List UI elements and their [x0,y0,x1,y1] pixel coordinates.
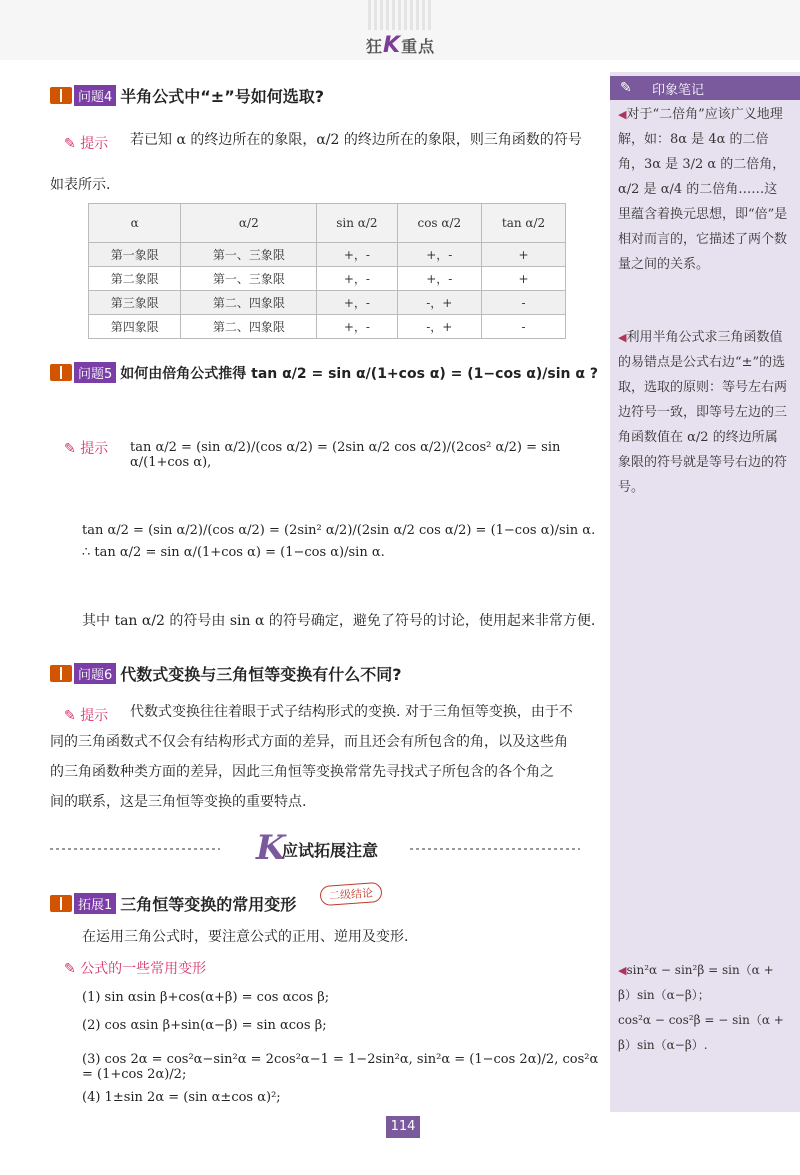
q6-hint-line3: 的三角函数种类方面的差异，因此三角恒等变换常常先寻找式子所包含的各个角之 [50,764,554,780]
formula-4: (4) 1±sin 2α = (sin α±cos α)²; [82,1090,281,1105]
table-cell: 第一、三象限 [181,243,317,267]
table-cell: +，- [317,243,397,267]
table-header-cell: cos α/2 [397,204,482,243]
table-cell: 第四象限 [89,315,181,339]
table-row [89,315,566,339]
table-cell: +，- [317,267,397,291]
header-decoration [368,0,434,30]
q5-hint-label: ✎ 提示 [64,441,109,457]
table-cell: - [482,291,566,315]
q4-hint-line2: 如表所示. [50,177,111,193]
question-5-title: 问题5 如何由倍角公式推得 tan α/2 = sin α/(1+cos α) = (1−cos α)/sin α ? [50,362,598,383]
formula-2: (2) cos αsin β+sin(α−β) = sin αcos β; [82,1018,327,1033]
table-cell: 第二、四象限 [181,291,317,315]
table-cell: 第三象限 [89,291,181,315]
sidebar-note-1: ◀对于“二倍角”应该广义地理解，如：8α 是 4α 的二倍角，3α 是 3/2 α 的二倍角，α/2 是 α/4 的二倍角……这里蕴含着换元思想，即“倍”是相对而言的，它描述了两个数量之间的关系。 [618,107,788,272]
stamp-badge: 二级结论 [319,882,382,906]
table-cell: 第一、三象限 [181,267,317,291]
page-number: 114 [386,1116,420,1138]
q6-hint-line1: 代数式变换往往着眼于式子结构形式的变换. 对于三角恒等变换，由于不 [130,704,573,720]
sign-table [88,203,566,339]
question-6-title: 问题6 代数式变换与三角恒等变换有什么不同? [50,662,402,685]
triangle-bullet-icon: ◀ [618,964,627,977]
sidebar-title: ✎ 印象笔记 [610,76,800,100]
table-header-row [89,204,566,243]
table-header-cell: sin α/2 [317,204,397,243]
table-cell: - [482,315,566,339]
q6-hint-label: ✎ 提示 [64,708,109,724]
sidebar-note-3: ◀sin²α − sin²β = sin（α + β）sin（α−β）； cos²α − cos²β = − sin（α + β）sin（α−β）. [618,963,784,1052]
q5-equation-1: tan α/2 = (sin α/2)/(cos α/2) = (2sin α/2 cos α/2)/(2cos² α/2) = sin α/(1+cos α), [130,440,561,470]
table-header-cell: tan α/2 [482,204,566,243]
table-cell: + [482,267,566,291]
ext1-intro: 在运用三角公式时，要注意公式的正用、逆用及变形. [82,929,409,945]
formula-3: (3) cos 2α = cos²α−sin²α = 2cos²α−1 = 1−2sin²α, sin²α = (1−cos 2α)/2, cos²α = (1+cos 2α)/2; [82,1052,599,1082]
brush-icon: ✎ [64,441,76,457]
table-row [89,267,566,291]
book-icon [50,665,72,682]
divider [410,848,580,850]
header-bar [0,0,800,60]
brush-icon: ✎ [64,708,76,724]
q5-equation-2: tan α/2 = (sin α/2)/(cos α/2) = (2sin² α/2)/(2sin α/2 cos α/2) = (1−cos α)/sin α. ∴ tan α/2 = sin α/(1+cos α) = (1−cos α)/sin α. [82,523,596,560]
book-icon [50,364,72,381]
q6-hint-line2: 同的三角函数式不仅会有结构形式方面的差异，而且还会有所包含的角，以及这些角 [50,734,568,750]
extension-1-title: 拓展1 三角恒等变换的常用变形 [50,892,296,915]
notebook-icon: ✎ [620,80,632,96]
q5-note: 其中 tan α/2 的符号由 sin α 的符号确定，避免了符号的讨论，使用起来非常方便. [82,613,596,629]
brush-icon: ✎ [64,961,76,977]
table-cell: +，- [317,291,397,315]
table-header-cell: α [89,204,181,243]
table-cell: +，- [317,315,397,339]
q6-hint-line4: 间的联系，这是三角恒等变换的重要特点. [50,794,307,810]
divider [50,848,220,850]
table-cell: -，+ [397,315,482,339]
table-cell: +，- [397,267,482,291]
table-row [89,291,566,315]
table-cell: + [482,243,566,267]
table-header-cell: α/2 [181,204,317,243]
table-cell: 第一象限 [89,243,181,267]
formula-1: (1) sin αsin β+cos(α+β) = cos αcos β; [82,990,330,1005]
table-cell: 第二象限 [89,267,181,291]
q4-hint-label: ✎ 提示 [64,136,109,152]
sidebar-note-2: ◀利用半角公式求三角函数值的易错点是公式右边“±”的选取，选取的原则：等号左右两边符号一致，即等号左边的三角函数值在 α/2 的终边所属象限的符号就是等号右边的符号。 [618,330,788,495]
header-title: 狂K重点 [366,33,436,58]
q4-hint-line1: 若已知 α 的终边所在的象限，α/2 的终边所在的象限，则三角函数的符号 [130,132,582,148]
brush-icon: ✎ [64,136,76,152]
table-cell: +，- [397,243,482,267]
triangle-bullet-icon: ◀ [618,331,627,344]
triangle-bullet-icon: ◀ [618,108,627,121]
book-icon [50,87,72,104]
table-cell: -，+ [397,291,482,315]
table-row [89,243,566,267]
table-cell: 第二、四象限 [181,315,317,339]
book-icon [50,895,72,912]
ext1-formula-label: ✎ 公式的一些常用变形 [64,961,207,977]
question-4-title: 问题4 半角公式中“±”号如何选取? [50,84,324,107]
section-header: K 应试拓展注意 [50,828,610,868]
